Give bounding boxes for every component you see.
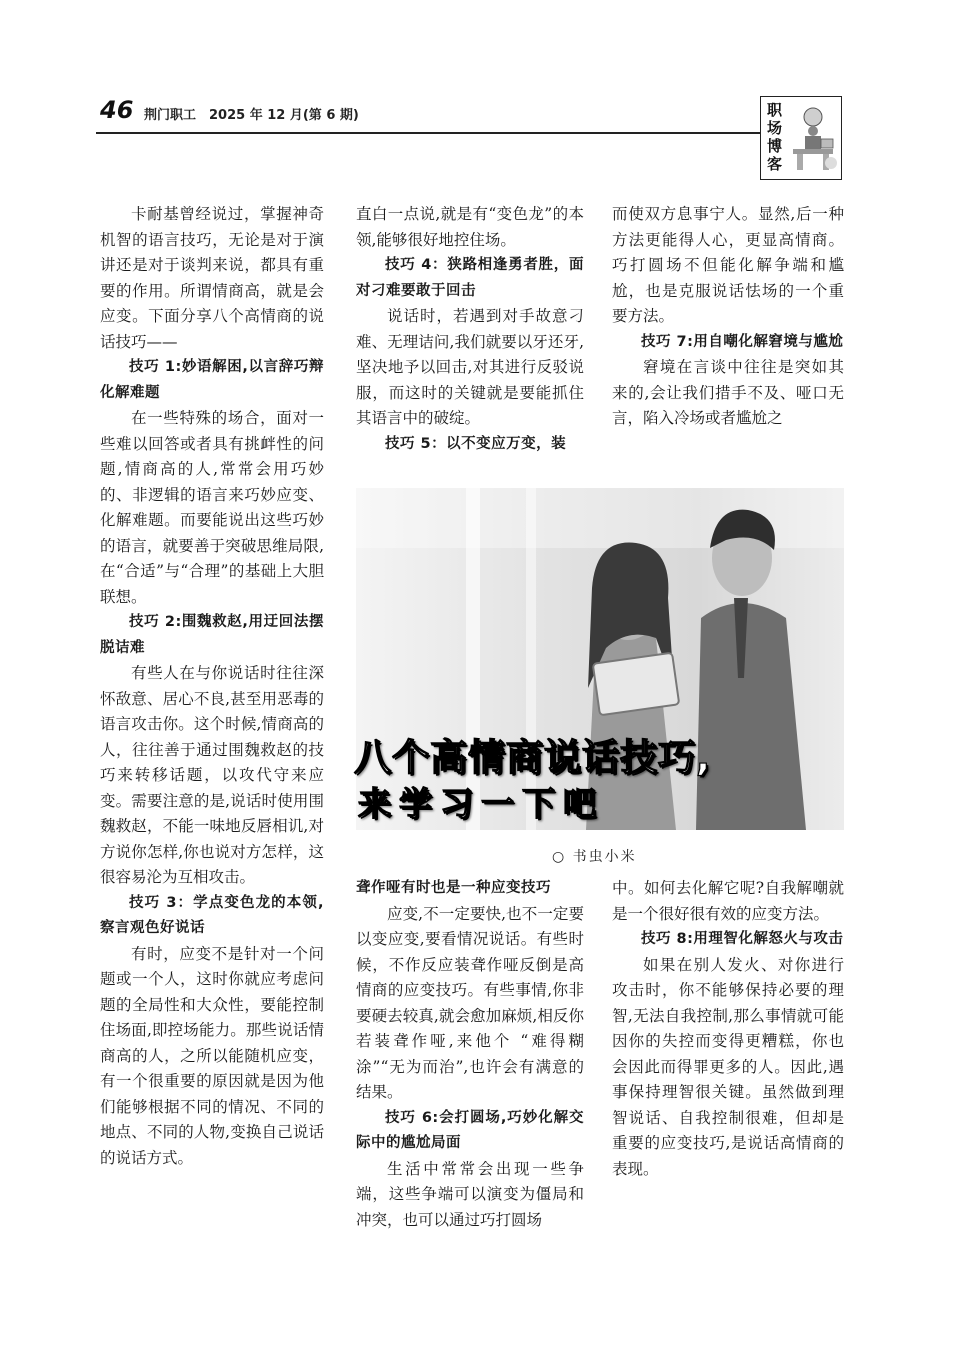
tip-8-heading: 技巧 8:用理智化解怒火与攻击 (641, 931, 844, 947)
column-2-top (356, 202, 584, 457)
tip-4-heading: 技巧 4：狭路相逢勇者胜，面对刁难要敢于回击 (356, 257, 584, 299)
tip-7-heading: 技巧 7:用自嘲化解窘境与尴尬 (641, 333, 844, 350)
tip-7-body: 窘境在言谈中往往是突如其来的,会让我们措手不及、哑口无言，陷入冷场或者尴尬之 (612, 358, 844, 427)
page-number: 46 (100, 96, 134, 124)
column-3-bottom (612, 876, 844, 1182)
tip-7-continued: 中。如何去化解它呢?自我解嘲就是一个很好很有效的应变方法。 (612, 879, 844, 923)
page-header (100, 96, 760, 136)
tip-3-body: 有时，应变不是针对一个问题或一个人，这时你就应考虑问题的全局性和大众性，要能控制住场面,即控场能力。那些说话情商高的人，之所以能随机应变，有一个很重要的原因就是因为他们能够根据不同的情况、不同的地点、不同的人物,变换自己说话的说话方式。 (100, 944, 324, 1167)
intro-paragraph: 卡耐基曾经说过，掌握神奇机智的语言技巧，无论是对于演讲还是对于谈判来说，都具有重要的作用。所谓情商高，就是会应变。下面分享八个高情商的说话技巧—— (100, 205, 324, 351)
tip-3-heading: 技巧 3：学点变色龙的本领,察言观色好说话 (100, 894, 324, 936)
tip-5-heading: 技巧 5：以不变应万变，装 (385, 435, 567, 452)
tip-1-heading: 技巧 1:妙语解困,以言辞巧辩化解难题 (100, 359, 324, 401)
tip-3-continued: 直白一点说,就是有“变色龙”的本领,能够很好地控住场。 (356, 205, 584, 249)
article-headline: 八个高情商说话技巧, (354, 736, 712, 779)
office-worker-illustration (783, 103, 839, 175)
column-1 (100, 202, 324, 1171)
article-headline-subline: 来学习一下吧 (358, 784, 604, 823)
tip-6-heading: 技巧 6:会打圆场,巧妙化解交际中的尴尬局面 (356, 1109, 584, 1151)
tip-5-body: 应变,不一定要快,也不一定要以变应变,要看情况说话。有些时候，不作反应装聋作哑反倒是高情商的应变技巧。有些事情,你非要硬去较真,就会愈加麻烦,相反你若装聋作哑,来他个 “难得糊涂”“无为而治”,也许会有满意的结果。 (356, 904, 584, 1101)
column-name: 职场博客 (767, 101, 783, 173)
column-badge (760, 96, 842, 180)
tip-5-heading-continued: 聋作哑有时也是一种应变技巧 (356, 880, 551, 896)
publication-info: 荆门职工 2025 年 12 月(第 6 期) (144, 108, 359, 123)
tip-1-body: 在一些特殊的场合，面对一些难以回答或者具有挑衅性的问题,情商高的人,常常会用巧妙的、非逻辑的语言来巧妙应变、化解难题。而要能说出这些巧妙的语言，就要善于突破思维局限,在“合适”与“合理”的基础上大胆联想。 (100, 409, 324, 606)
column-3-top (612, 202, 844, 432)
tip-6-body: 生活中常常会出现一些争端，这些争端可以演变为僵局和冲突，也可以通过巧打圆场 (356, 1159, 584, 1229)
tip-8-body: 如果在别人发火、对你进行攻击时，你不能够保持必要的理智,无法自我控制,那么事情就可能因你的失控而变得更糟糕，你也会因此而得罪更多的人。因此,遇事保持理智很关键。虽然做到理智说话、自我控制很难，但却是重要的应变技巧,是说话高情商的表现。 (612, 955, 844, 1178)
byline: ○ 书虫小米 (552, 849, 637, 865)
column-2-bottom (356, 876, 584, 1233)
tip-2-heading: 技巧 2:围魏救赵,用迂回法摆脱诘难 (100, 614, 324, 656)
tip-4-body: 说话时，若遇到对手故意刁难、无理诘问,我们就要以牙还牙,坚决地予以回击,对其进行反驳说服，而这时的关键就是要能抓住其语言中的破绽。 (356, 307, 584, 427)
header-rule (96, 132, 760, 134)
tip-6-continued: 而使双方息事宁人。显然,后一种方法更能得人心，更显高情商。巧打圆场不但能化解争端和尴尬，也是克服说话怯场的一个重要方法。 (612, 205, 844, 325)
tip-2-body: 有些人在与你说话时往往深怀敌意、居心不良,甚至用恶毒的语言攻击你。这个时候,情商高的人，往往善于通过围魏救赵的技巧来转移话题，以攻代守来应变。需要注意的是,说话时使用围魏救赵，不能一味地反唇相讥,对方说你怎样,你也说对方怎样，这很容易沦为互相攻击。 (100, 664, 324, 886)
